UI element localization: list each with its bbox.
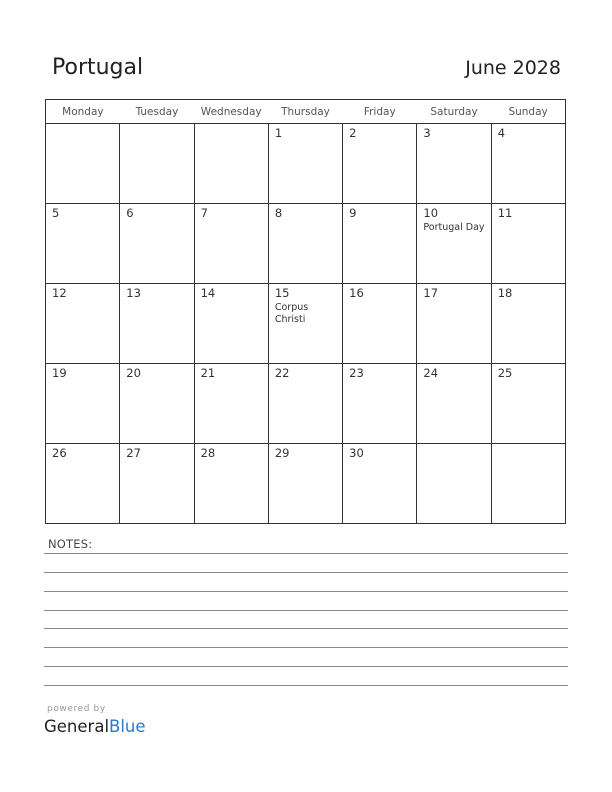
weekday-header: Saturday <box>417 100 491 124</box>
calendar-day-cell <box>194 124 268 204</box>
note-line <box>44 572 568 573</box>
calendar-day-cell <box>417 444 491 524</box>
day-number: 4 <box>497 126 506 140</box>
calendar-day-cell <box>343 124 417 204</box>
calendar-day-cell <box>46 364 120 444</box>
notes-label: NOTES: <box>48 537 93 551</box>
brand-blue-text: Blue <box>109 717 146 736</box>
note-line <box>44 553 568 554</box>
weekday-header: Sunday <box>491 100 565 124</box>
day-number: 9 <box>349 206 357 220</box>
calendar-day-cell <box>417 124 491 204</box>
day-number: 11 <box>497 206 513 220</box>
brand-general-text: General <box>44 717 110 736</box>
calendar-day-cell <box>268 284 342 364</box>
day-number: 29 <box>274 446 290 460</box>
day-number: 3 <box>423 126 431 140</box>
note-line <box>44 666 568 667</box>
calendar-day-cell <box>343 444 417 524</box>
weekday-header-row <box>46 100 566 124</box>
day-number: 10 <box>423 206 439 220</box>
note-line <box>44 610 568 611</box>
calendar-day-cell <box>120 124 194 204</box>
calendar-day-cell <box>491 204 565 284</box>
day-number: 12 <box>52 286 67 300</box>
calendar-day-cell <box>120 444 194 524</box>
calendar-day-cell <box>120 364 194 444</box>
day-number: 8 <box>274 206 283 220</box>
calendar-day-cell <box>194 444 268 524</box>
note-line <box>44 647 568 648</box>
calendar-day-cell <box>194 364 268 444</box>
day-number: 28 <box>200 446 216 460</box>
calendar-day-cell <box>343 204 417 284</box>
calendar-day-cell <box>268 444 342 524</box>
weekday-header: Friday <box>343 100 417 124</box>
calendar-day-cell <box>268 364 342 444</box>
day-number: 16 <box>349 286 364 300</box>
day-number: 6 <box>126 206 134 220</box>
calendar-grid <box>45 99 566 524</box>
calendar-day-cell <box>491 444 565 524</box>
powered-by-text: powered by <box>47 704 106 714</box>
calendar-day-cell <box>343 364 417 444</box>
day-number: 5 <box>52 206 60 220</box>
day-number: 22 <box>274 366 290 380</box>
note-line <box>44 685 568 686</box>
calendar-day-cell <box>491 284 565 364</box>
calendar-week-row <box>46 444 566 524</box>
day-number: 23 <box>349 366 364 380</box>
calendar-day-cell <box>46 284 120 364</box>
day-number: 13 <box>126 286 141 300</box>
day-number: 25 <box>497 366 513 380</box>
day-number: 26 <box>52 446 67 460</box>
day-number: 24 <box>423 366 439 380</box>
calendar-day-cell <box>491 124 565 204</box>
calendar-day-cell <box>343 284 417 364</box>
day-number: 7 <box>200 206 208 220</box>
calendar-day-cell <box>268 204 342 284</box>
month-year-title: June 2028 <box>465 57 561 79</box>
calendar-week-row <box>46 204 566 284</box>
day-number: 30 <box>349 446 364 460</box>
day-number: 21 <box>200 366 216 380</box>
calendar-day-cell <box>194 284 268 364</box>
calendar-day-cell <box>417 204 491 284</box>
calendar-day-cell <box>491 364 565 444</box>
day-number: 19 <box>52 366 67 380</box>
weekday-header: Tuesday <box>120 100 194 124</box>
calendar-day-cell <box>268 124 342 204</box>
calendar-week-row <box>46 284 566 364</box>
day-number: 2 <box>349 126 357 140</box>
calendar-day-cell <box>120 284 194 364</box>
holiday-label: Portugal Day <box>423 222 485 233</box>
day-number: 14 <box>200 286 216 300</box>
weekday-header: Thursday <box>268 100 342 124</box>
day-number: 15 <box>274 286 290 300</box>
calendar-day-cell <box>46 124 120 204</box>
calendar-day-cell <box>46 444 120 524</box>
calendar-week-row <box>46 124 566 204</box>
day-number: 17 <box>423 286 439 300</box>
calendar-day-cell <box>194 204 268 284</box>
note-line <box>44 628 568 629</box>
calendar-day-cell <box>46 204 120 284</box>
day-number: 27 <box>126 446 141 460</box>
weekday-header: Monday <box>46 100 120 124</box>
calendar-day-cell <box>417 364 491 444</box>
day-number: 20 <box>126 366 141 380</box>
calendar-day-cell <box>120 204 194 284</box>
holiday-label: Corpus Christi <box>274 302 309 325</box>
day-number: 18 <box>497 286 513 300</box>
calendar-day-cell <box>417 284 491 364</box>
country-title: Portugal <box>52 55 144 80</box>
weekday-header: Wednesday <box>194 100 268 124</box>
calendar-week-row <box>46 364 566 444</box>
generalblue-logo <box>44 717 146 736</box>
day-number: 1 <box>274 126 283 140</box>
note-line <box>44 591 568 592</box>
